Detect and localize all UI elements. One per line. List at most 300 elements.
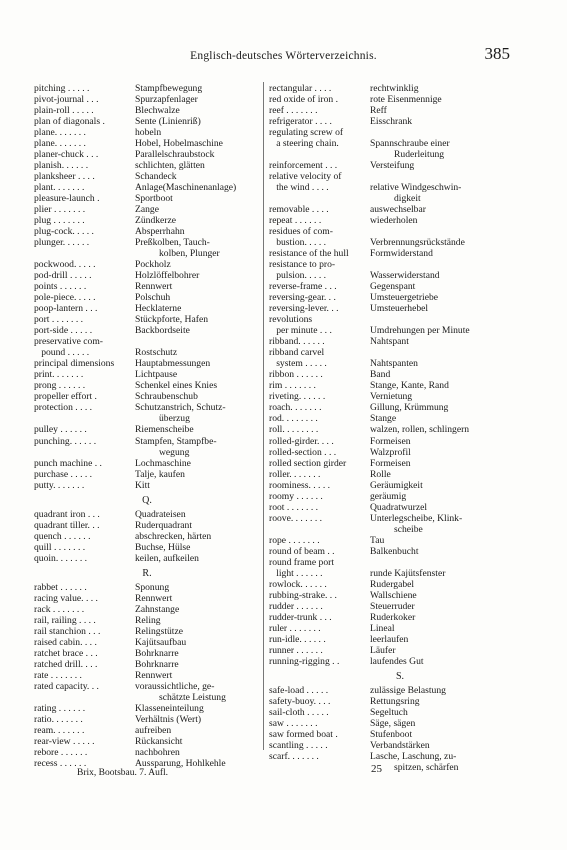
entry-definition xyxy=(370,336,531,347)
entry-term: saw . . . . . . . xyxy=(269,717,318,729)
entry-definition xyxy=(370,248,531,259)
dictionary-entry xyxy=(269,325,531,336)
dictionary-entry xyxy=(34,458,260,469)
dictionary-entry xyxy=(34,520,260,531)
entry-definition xyxy=(135,681,260,703)
definition-line: Blechwalze xyxy=(135,105,180,117)
entry-definition xyxy=(370,447,531,458)
entry-definition xyxy=(370,696,531,707)
dictionary-entry xyxy=(269,656,531,667)
dictionary-entry xyxy=(269,369,531,380)
entry-term: plane. . . . . . . xyxy=(34,138,86,150)
entry-term: port . . . . . . . xyxy=(34,314,84,326)
definition-line: Verhältnis (Wert) xyxy=(135,713,202,725)
dictionary-entry xyxy=(269,491,531,502)
dictionary-entry xyxy=(269,171,531,182)
entry-term: propeller effort . xyxy=(34,391,97,403)
entry-definition xyxy=(135,703,260,714)
entry-definition xyxy=(135,659,260,670)
definition-line: Stampfen, Stampfbe- xyxy=(135,435,217,447)
dictionary-entry xyxy=(269,623,531,634)
entry-definition xyxy=(370,402,531,413)
definition-line: Bohrknarre xyxy=(135,647,179,659)
definition-line: Versteifung xyxy=(370,160,415,172)
entry-definition xyxy=(370,491,531,502)
entry-term: residues of com- xyxy=(269,226,333,238)
dictionary-entry xyxy=(269,424,531,435)
dictionary-entry xyxy=(34,83,260,94)
entry-term: root . . . . . . . xyxy=(269,501,319,513)
dictionary-entry xyxy=(269,535,531,546)
definition-line: Stückpforte, Hafen xyxy=(135,314,208,326)
entry-term: roll. . . . . . . . xyxy=(269,424,319,436)
entry-term: rear-view . . . . . xyxy=(34,735,95,747)
definition-line: runde Kajütsfenster xyxy=(370,567,446,579)
definition-line: Holzlöffelbohrer xyxy=(135,270,200,282)
dictionary-entry xyxy=(269,116,531,127)
entry-definition xyxy=(370,634,531,645)
entry-definition xyxy=(135,458,260,469)
definition-line: rechtwinklig xyxy=(370,83,419,94)
dictionary-entry xyxy=(269,237,531,248)
entry-term: plunger. . . . . . xyxy=(34,237,90,249)
definition-line: hobeln xyxy=(135,127,162,139)
entry-definition xyxy=(135,553,260,564)
definition-line: Talje, kaufen xyxy=(135,468,185,480)
entry-definition xyxy=(370,314,531,325)
definition-line: Nahtspanten xyxy=(370,358,418,370)
definition-line: Zündkerze xyxy=(135,215,177,227)
dictionary-entry xyxy=(269,215,531,226)
entry-term: rate . . . . . . . xyxy=(34,669,82,681)
entry-term: plain-roll . . . . . xyxy=(34,105,94,117)
definition-line: Walzprofil xyxy=(370,446,411,458)
dictionary-entry xyxy=(269,160,531,171)
definition-line: Läufer xyxy=(370,644,396,656)
entry-definition xyxy=(370,502,531,513)
entry-definition xyxy=(135,480,260,491)
entry-definition xyxy=(135,215,260,226)
definition-line: Säge, sägen xyxy=(370,717,416,729)
definition-line: Zange xyxy=(135,204,159,216)
entry-term: purchase . . . . . xyxy=(34,468,93,480)
entry-definition xyxy=(370,292,531,303)
dictionary-entry xyxy=(269,707,531,718)
entry-definition xyxy=(370,116,531,127)
entry-term: punch machine . . xyxy=(34,457,102,469)
dictionary-entry xyxy=(269,138,531,160)
entry-term: regulating screw of xyxy=(269,127,344,139)
entry-definition xyxy=(135,314,260,325)
definition-line: Lasche, Laschung, zu- xyxy=(370,750,457,762)
entry-term: rebore . . . . . . xyxy=(34,746,88,758)
entry-definition xyxy=(370,215,531,226)
definition-line: Verbandstärken xyxy=(370,739,430,751)
entry-definition xyxy=(370,380,531,391)
entry-term: revolutions xyxy=(269,314,313,326)
definition-line: walzen, rollen, schlingern xyxy=(370,424,470,436)
entry-term: reverse-frame . . . xyxy=(269,281,337,293)
dictionary-entry xyxy=(34,270,260,281)
definition-line: aufreiben xyxy=(135,724,172,736)
dictionary-entry xyxy=(34,626,260,637)
entry-definition xyxy=(135,520,260,531)
definition-line: Buchse, Hülse xyxy=(135,541,191,553)
section-letter: Q. xyxy=(142,494,152,506)
dictionary-entry xyxy=(34,259,260,270)
entry-definition xyxy=(370,303,531,314)
definition-line: Segeltuch xyxy=(370,706,408,718)
definition-line: Ruderkoker xyxy=(370,611,416,623)
definition-line: Rennwert xyxy=(135,592,173,604)
definition-line: Stufenboot xyxy=(370,728,413,740)
definition-line: Wasserwiderstand xyxy=(370,270,440,282)
dictionary-entry xyxy=(269,612,531,623)
definition-line: Gillung, Krümmung xyxy=(370,402,449,414)
entry-definition xyxy=(370,612,531,623)
entry-definition xyxy=(370,226,531,237)
entry-term: pivot-journal . . . xyxy=(34,94,99,106)
entry-term: running-rigging . . xyxy=(269,655,340,667)
entry-term: sail-cloth . . . . . xyxy=(269,706,329,718)
entry-term: round of beam . . xyxy=(269,545,335,557)
entry-definition xyxy=(370,138,531,160)
definition-line: Pockholz xyxy=(135,259,171,271)
entry-term: planer-chuck . . . xyxy=(34,149,99,161)
section-letter: S. xyxy=(395,670,405,682)
dictionary-entry xyxy=(269,645,531,656)
definition-line: wiederholen xyxy=(370,215,418,227)
dictionary-entry xyxy=(269,248,531,259)
entry-term: safe-load . . . . . xyxy=(269,684,329,696)
page-number: 385 xyxy=(484,44,510,63)
definition-line: Parallelschraubstock xyxy=(135,149,215,161)
entry-term: ratchet brace . . . xyxy=(34,647,98,659)
entry-term: rubbing-strake. . . xyxy=(269,589,337,601)
dictionary-entry xyxy=(34,138,260,149)
entry-definition xyxy=(135,127,260,138)
entry-term: ribband. . . . . . xyxy=(269,336,325,348)
entry-definition xyxy=(370,105,531,116)
entry-definition xyxy=(370,347,531,358)
entry-term: ribbon . . . . . . xyxy=(269,369,323,381)
entry-term: ratched drill. . . . xyxy=(34,658,98,670)
entry-term: rabbet . . . . . . xyxy=(34,581,87,593)
definition-line: laufendes Gut xyxy=(370,655,424,667)
dictionary-entry xyxy=(34,703,260,714)
dictionary-entry xyxy=(34,182,260,193)
dictionary-entry xyxy=(34,237,260,259)
definition-line: Schenkel eines Knies xyxy=(135,380,218,392)
entry-term: pound . . . . . xyxy=(34,347,90,359)
entry-definition xyxy=(370,740,531,751)
entry-definition xyxy=(135,336,260,347)
definition-line: Absperrhahn xyxy=(135,226,185,238)
dictionary-entry xyxy=(34,292,260,303)
entry-term: ruler . . . . . . . xyxy=(269,622,321,634)
definition-line: Rennwert xyxy=(135,669,173,681)
dictionary-entry xyxy=(34,204,260,215)
entry-definition xyxy=(135,270,260,281)
dictionary-entry xyxy=(34,531,260,542)
entry-definition xyxy=(135,615,260,626)
dictionary-entry xyxy=(269,480,531,491)
definition-line: Schandeck xyxy=(135,171,177,183)
definition-line: Steuerruder xyxy=(370,600,415,612)
dictionary-entry xyxy=(34,670,260,681)
entry-definition xyxy=(370,281,531,292)
entry-term: print. . . . . . . xyxy=(34,369,84,381)
entry-term: resistance of the hull xyxy=(269,248,349,260)
dictionary-entry xyxy=(269,436,531,447)
entry-definition xyxy=(135,292,260,303)
definition-line: schlichten, glätten xyxy=(135,160,205,172)
definition-line: Stange, Kante, Rand xyxy=(370,380,449,392)
definition-line: Eisschrank xyxy=(370,116,413,128)
dictionary-entry xyxy=(34,615,260,626)
dictionary-entry xyxy=(269,685,531,696)
entry-definition xyxy=(135,83,260,94)
entry-definition xyxy=(135,736,260,747)
dictionary-entry xyxy=(34,469,260,480)
entry-definition xyxy=(370,729,531,740)
entry-term: planish. . . . . . xyxy=(34,160,89,172)
dictionary-entry xyxy=(269,314,531,325)
entry-term: preservative com- xyxy=(34,336,103,348)
entry-definition xyxy=(370,413,531,424)
entry-term: rod. . . . . . . . xyxy=(269,413,318,425)
entry-term: reversing-gear. . . xyxy=(269,292,336,304)
entry-definition xyxy=(370,707,531,718)
dictionary-entry xyxy=(34,193,260,204)
entry-term: plan of diagonals . xyxy=(34,116,105,128)
entry-term: protection . . . . xyxy=(34,402,93,414)
entry-definition xyxy=(135,670,260,681)
entry-term: plier . . . . . . . xyxy=(34,204,86,216)
dictionary-entry xyxy=(34,391,260,402)
entry-definition xyxy=(135,281,260,292)
dictionary-entry xyxy=(34,105,260,116)
entry-definition xyxy=(370,480,531,491)
definition-line: Quadratwurzel xyxy=(370,501,428,513)
entry-term: pockwood. . . . . xyxy=(34,259,96,271)
entry-term: scantling . . . . . xyxy=(269,739,328,751)
definition-line: Band xyxy=(370,369,391,381)
entry-term: plant. . . . . . . xyxy=(34,182,85,194)
dictionary-entry xyxy=(269,226,531,237)
dictionary-entry xyxy=(269,402,531,413)
entry-definition xyxy=(135,637,260,648)
dictionary-entry xyxy=(269,391,531,402)
entry-definition xyxy=(370,601,531,612)
entry-term: rectangular . . . . xyxy=(269,83,332,94)
entry-definition xyxy=(135,138,260,149)
dictionary-entry xyxy=(269,601,531,612)
entry-term: roller. . . . . . . xyxy=(269,468,321,480)
entry-definition xyxy=(370,718,531,729)
entry-definition xyxy=(370,171,531,182)
dictionary-entry xyxy=(34,659,260,670)
dictionary-entry xyxy=(34,604,260,615)
entry-term: reinforcement . . . xyxy=(269,160,338,172)
dictionary-entry xyxy=(269,83,531,94)
definition-line: Schraubenschub xyxy=(135,391,198,403)
entry-definition xyxy=(135,237,260,259)
definition-continuation: schätzte Leistung xyxy=(159,691,226,703)
definition-line: Hauptabmessungen xyxy=(135,358,211,370)
entry-term: ream. . . . . . . xyxy=(34,724,85,736)
definition-continuation: Ruderleitung xyxy=(394,149,445,161)
definition-line: Gegenspant xyxy=(370,281,416,293)
entry-definition xyxy=(135,149,260,160)
dictionary-entry xyxy=(269,105,531,116)
definition-line: Stampfbewegung xyxy=(135,83,203,94)
entry-definition xyxy=(135,747,260,758)
definition-line: Ruderquadrant xyxy=(135,519,193,531)
entry-term: pulsion. . . . . xyxy=(269,270,327,282)
entry-term: scarf. . . . . . . xyxy=(269,750,319,762)
definition-line: Polschuh xyxy=(135,292,171,304)
definition-line: Reling xyxy=(135,614,161,626)
entry-definition xyxy=(370,568,531,579)
dictionary-entry xyxy=(34,314,260,325)
definition-line: Rückansicht xyxy=(135,735,183,747)
definition-line: Zahnstange xyxy=(135,603,180,615)
entry-term: plane. . . . . . . xyxy=(34,127,86,139)
dictionary-entry xyxy=(269,303,531,314)
dictionary-entry xyxy=(34,402,260,424)
entry-term: plug-cock. . . . . xyxy=(34,226,94,238)
entry-term: pod-drill . . . . . xyxy=(34,270,92,282)
entry-term: resistance to pro- xyxy=(269,259,336,271)
entry-term: red oxide of iron . xyxy=(269,94,339,106)
entry-definition xyxy=(370,127,531,138)
dictionary-entry xyxy=(269,182,531,204)
entry-term: principal dimensions xyxy=(34,358,115,370)
entry-definition xyxy=(370,579,531,590)
entry-definition xyxy=(135,160,260,171)
entry-term: safety-buoy. . . . xyxy=(269,695,331,707)
dictionary-entry xyxy=(34,127,260,138)
dictionary-entry xyxy=(34,303,260,314)
definition-continuation: spitzen, schärfen xyxy=(394,761,459,773)
definition-line: relative Windgeschwin- xyxy=(370,182,462,194)
dictionary-entry xyxy=(269,281,531,292)
dictionary-entry xyxy=(269,696,531,707)
dictionary-entry xyxy=(34,725,260,736)
entry-term: repeat . . . . . . xyxy=(269,215,322,227)
entry-term: rack . . . . . . . xyxy=(34,603,85,615)
entry-definition xyxy=(135,469,260,480)
definition-line: nachbohren xyxy=(135,746,180,758)
dictionary-entry xyxy=(269,590,531,601)
dictionary-entry xyxy=(269,204,531,215)
footer-sheet-number: 25 xyxy=(371,763,382,775)
entry-term: pleasure-launch . xyxy=(34,193,100,205)
entry-definition xyxy=(135,380,260,391)
definition-line: Umdrehungen per Minute xyxy=(370,325,470,337)
dictionary-entry xyxy=(34,582,260,593)
definition-line: voraussichtliche, ge- xyxy=(135,680,215,692)
entry-definition xyxy=(135,94,260,105)
entry-definition xyxy=(370,182,531,204)
footer-signature: Brix, Bootsbau. 7. Aufl. xyxy=(77,768,169,778)
entry-definition xyxy=(370,204,531,215)
entry-definition xyxy=(135,509,260,520)
definition-line: Quadrateisen xyxy=(135,508,186,520)
entry-term: round frame port xyxy=(269,556,335,568)
dictionary-entry xyxy=(34,325,260,336)
dictionary-entry xyxy=(34,736,260,747)
entry-term: relative velocity of xyxy=(269,171,342,183)
definition-line: Klasseneinteilung xyxy=(135,702,204,714)
definition-line: Spannschraube einer xyxy=(370,138,450,150)
entry-term: the wind . . . . xyxy=(269,182,329,194)
definition-line: Anlage(Maschinenanlage) xyxy=(135,182,237,194)
entry-definition xyxy=(370,623,531,634)
definition-line: Lochmaschine xyxy=(135,457,191,469)
entry-definition xyxy=(135,542,260,553)
entry-definition xyxy=(135,171,260,182)
entry-definition xyxy=(370,391,531,402)
definition-line: Balkenbucht xyxy=(370,545,419,557)
entry-term: putty. . . . . . . xyxy=(34,479,85,491)
entry-definition xyxy=(135,582,260,593)
dictionary-entry xyxy=(34,553,260,564)
entry-definition xyxy=(135,325,260,336)
definition-line: Formeisen xyxy=(370,435,411,447)
definition-line: Kitt xyxy=(135,479,150,491)
entry-definition xyxy=(135,714,260,725)
entry-definition xyxy=(135,105,260,116)
entry-definition xyxy=(370,685,531,696)
entry-definition xyxy=(370,546,531,557)
definition-line: zulässige Belastung xyxy=(370,684,446,696)
dictionary-entry xyxy=(269,502,531,513)
dictionary-entry xyxy=(269,513,531,535)
entry-term: racing value. . . . xyxy=(34,592,98,604)
dictionary-entry xyxy=(269,380,531,391)
entry-definition xyxy=(370,645,531,656)
dictionary-entry xyxy=(269,358,531,369)
dictionary-entry xyxy=(34,436,260,458)
entry-definition xyxy=(370,513,531,535)
entry-definition xyxy=(135,303,260,314)
entry-term: rim . . . . . . . xyxy=(269,380,316,392)
entry-term: bustion. . . . . xyxy=(269,237,327,249)
entry-term: roove. . . . . . . xyxy=(269,512,323,524)
entry-definition xyxy=(370,751,531,773)
dictionary-entry xyxy=(34,226,260,237)
entry-term: planksheer . . . . xyxy=(34,171,95,183)
definition-continuation: kolben, Plunger xyxy=(159,248,220,260)
entry-definition xyxy=(135,593,260,604)
entry-term: rating . . . . . . xyxy=(34,702,86,714)
dictionary-entry xyxy=(269,347,531,358)
definition-line: Rolle xyxy=(370,468,391,480)
entry-term: per minute . . . xyxy=(269,325,332,337)
entry-term: poop-lantern . . . xyxy=(34,303,98,315)
entry-term: recess . . . . . . xyxy=(34,757,87,769)
entry-definition xyxy=(370,458,531,469)
entry-term: raised cabin. . . . xyxy=(34,636,97,648)
entry-definition xyxy=(135,424,260,435)
definition-line: Schutzanstrich, Schutz- xyxy=(135,402,226,414)
dictionary-entry xyxy=(34,369,260,380)
entry-term: ratio. . . . . . . xyxy=(34,713,83,725)
definition-continuation: wegung xyxy=(159,446,190,458)
entry-definition xyxy=(370,94,531,105)
